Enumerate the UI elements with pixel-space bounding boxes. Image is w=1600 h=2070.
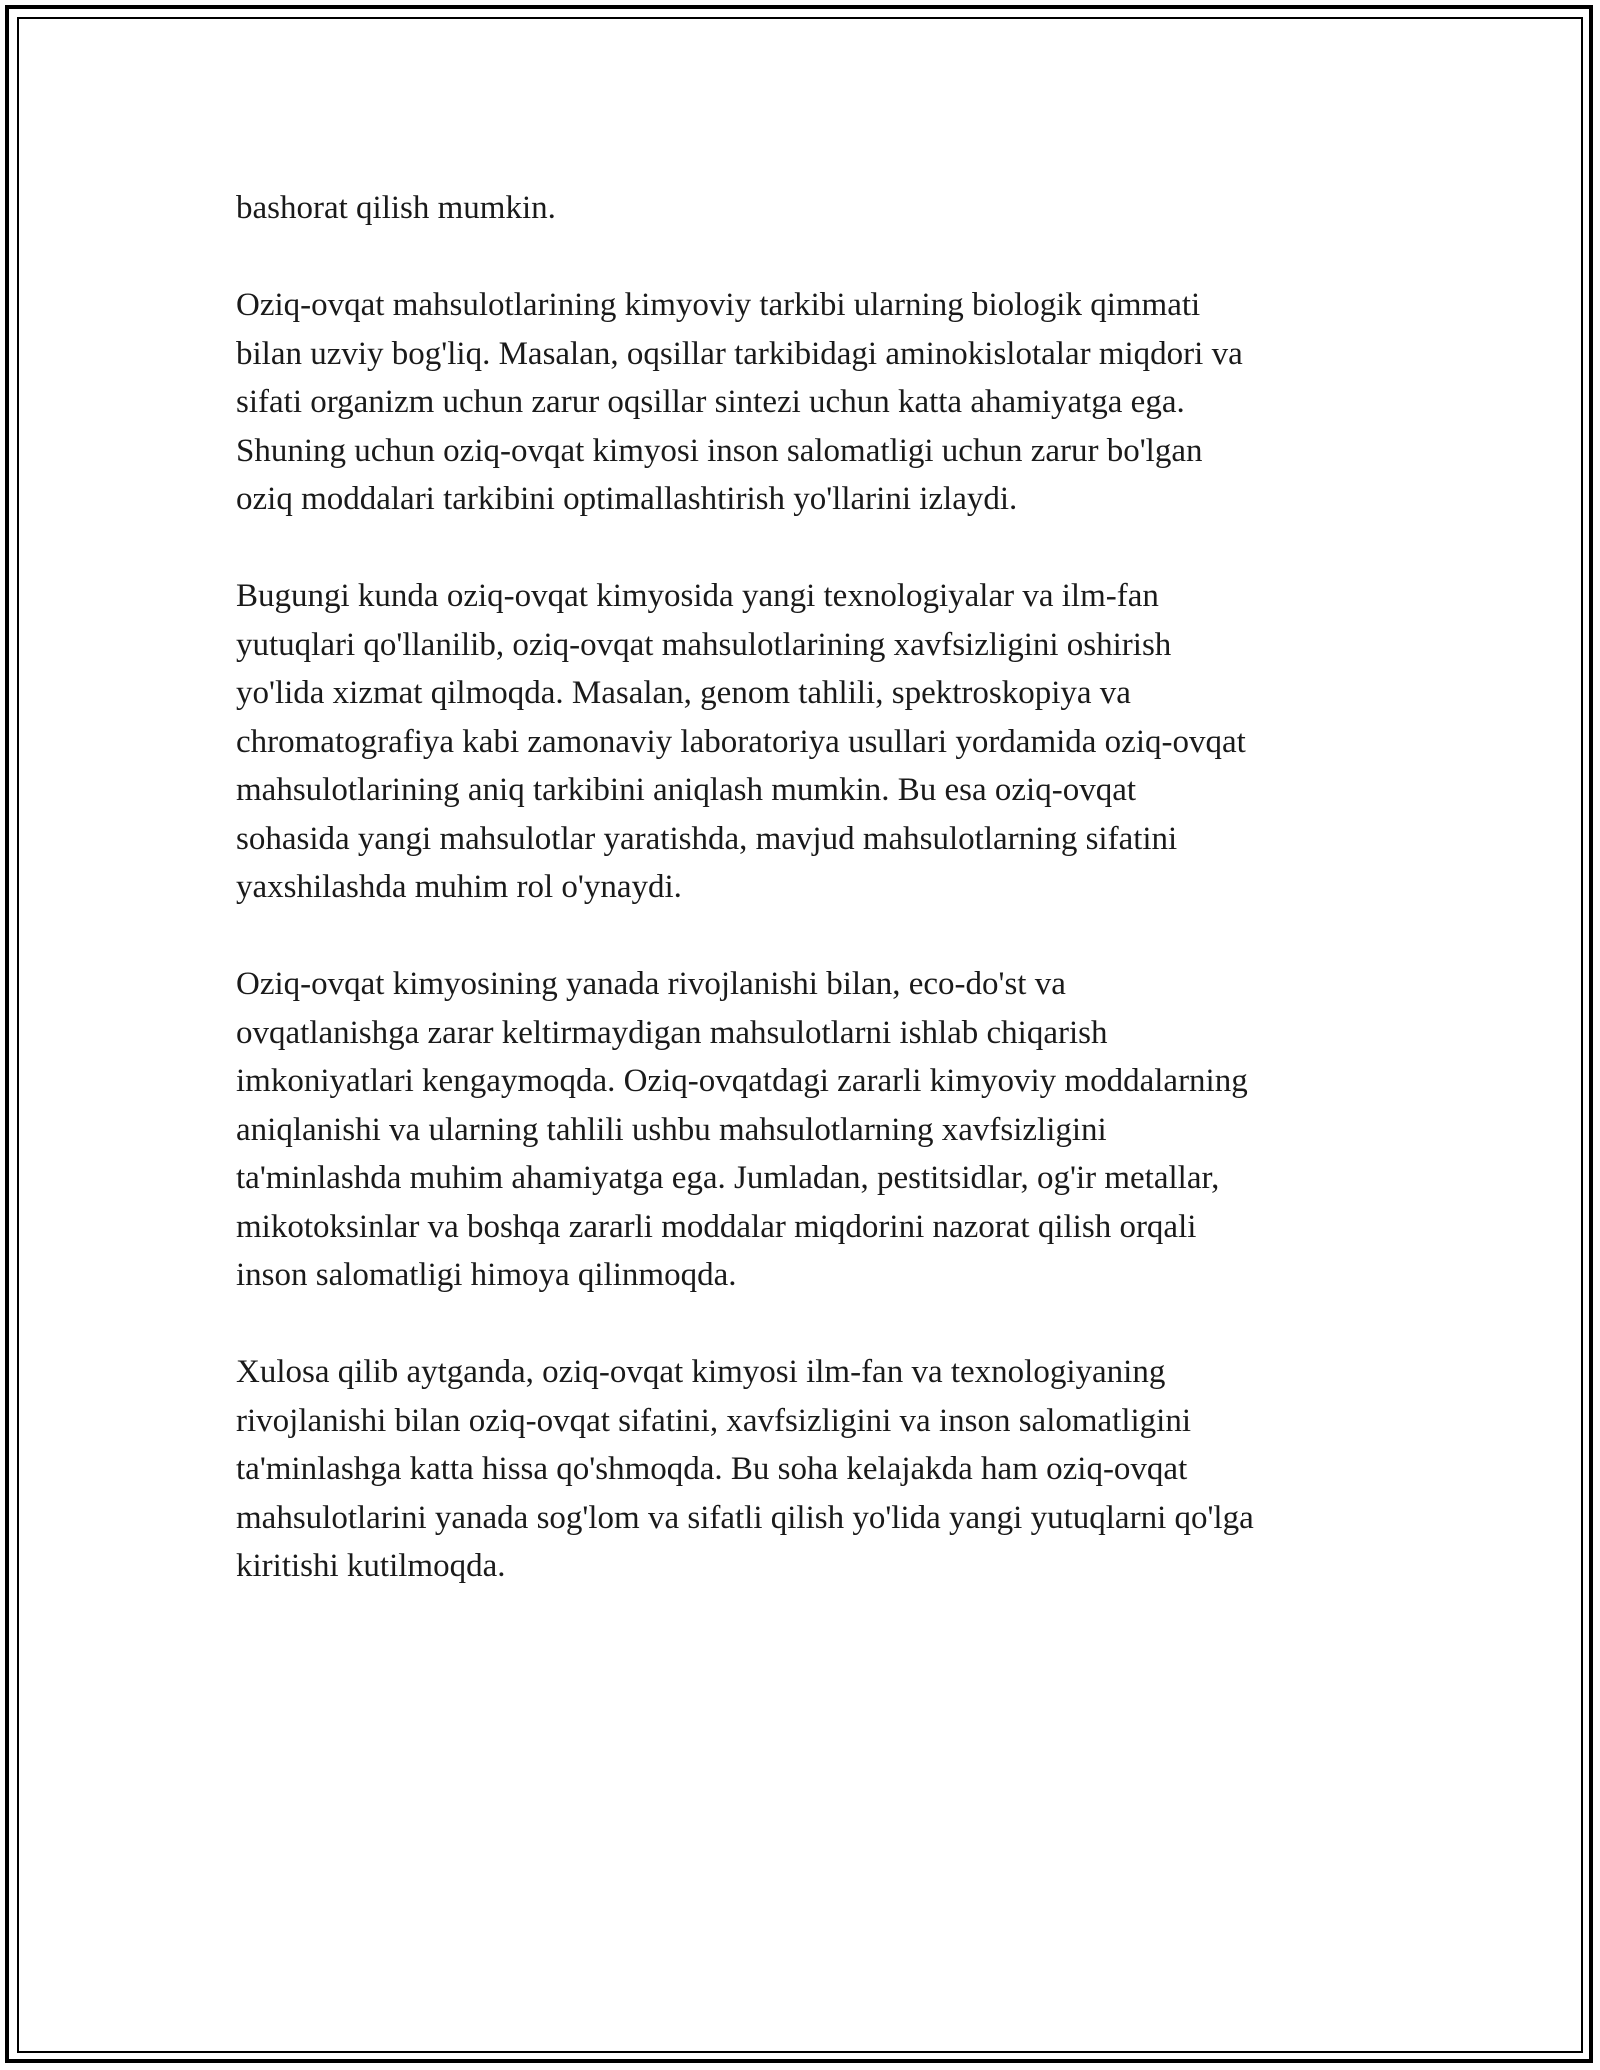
paragraph-5 (236, 1348, 1386, 1591)
text-line: yaxshilashda muhim rol o'ynaydi. (236, 869, 682, 905)
text-line: Oziq-ovqat mahsulotlarining kimyoviy tarkibi ularning biologik qimmati (236, 287, 1201, 323)
paragraph-2 (236, 281, 1386, 524)
text-line: oziq moddalari tarkibini optimallashtirish yo'llarini izlaydi. (236, 481, 1018, 517)
paragraph-3 (236, 572, 1386, 912)
document-body (236, 184, 1386, 1639)
text-line: yo'lida xizmat qilmoqda. Masalan, genom tahlili, spektroskopiya va (236, 675, 1131, 711)
text-line: ta'minlashda muhim ahamiyatga ega. Jumladan, pestitsidlar, og'ir metallar, (236, 1160, 1220, 1196)
text-line: bashorat qilish mumkin. (236, 190, 556, 226)
text-line: yutuqlari qo'llanilib, oziq-ovqat mahsulotlarining xavfsizligini oshirish (236, 626, 1172, 663)
text-line: inson salomatligi himoya qilinmoqda. (236, 1257, 737, 1293)
text-line: sifati organizm uchun zarur oqsillar sintezi uchun katta ahamiyatga ega. (236, 384, 1185, 420)
text-line: mahsulotlarini yanada sog'lom va sifatli qilish yo'lida yangi yutuqlarni qo'lga (236, 1499, 1254, 1536)
text-line: Oziq-ovqat kimyosining yanada rivojlanishi bilan, eco-do'st va (236, 966, 1066, 1002)
text-line: Xulosa qilib aytganda, oziq-ovqat kimyosi ilm-fan va texnologiyaning (236, 1354, 1166, 1390)
text-line: Shuning uchun oziq-ovqat kimyosi inson salomatligi uchun zarur bo'lgan (236, 432, 1203, 469)
paragraph-1 (236, 184, 1386, 233)
paragraph-4 (236, 960, 1386, 1300)
text-line: kiritishi kutilmoqda. (236, 1548, 506, 1584)
text-line: aniqlanishi va ularning tahlili ushbu mahsulotlarning xavfsizligini (236, 1111, 1107, 1148)
text-line: ovqatlanishga zarar keltirmaydigan mahsulotlarni ishlab chiqarish (236, 1014, 1108, 1051)
text-line: ta'minlashga katta hissa qo'shmoqda. Bu soha kelajakda ham oziq-ovqat (236, 1451, 1188, 1487)
text-line: chromatografiya kabi zamonaviy laboratoriya usullari yordamida oziq-ovqat (236, 723, 1246, 760)
text-line: mikotoksinlar va boshqa zararli moddalar miqdorini nazorat qilish orqali (236, 1208, 1197, 1245)
text-line: rivojlanishi bilan oziq-ovqat sifatini, xavfsizligini va inson salomatligini (236, 1402, 1192, 1439)
text-line: imkoniyatlari kengaymoqda. Oziq-ovqatdagi zararli kimyoviy moddalarning (236, 1063, 1248, 1099)
text-line: Bugungi kunda oziq-ovqat kimyosida yangi texnologiyalar va ilm-fan (236, 578, 1159, 614)
text-line: sohasida yangi mahsulotlar yaratishda, mavjud mahsulotlarning sifatini (236, 820, 1178, 857)
text-line: bilan uzviy bog'liq. Masalan, oqsillar tarkibidagi aminokislotalar miqdori va (236, 335, 1243, 372)
text-line: mahsulotlarining aniq tarkibini aniqlash mumkin. Bu esa oziq-ovqat (236, 772, 1137, 808)
